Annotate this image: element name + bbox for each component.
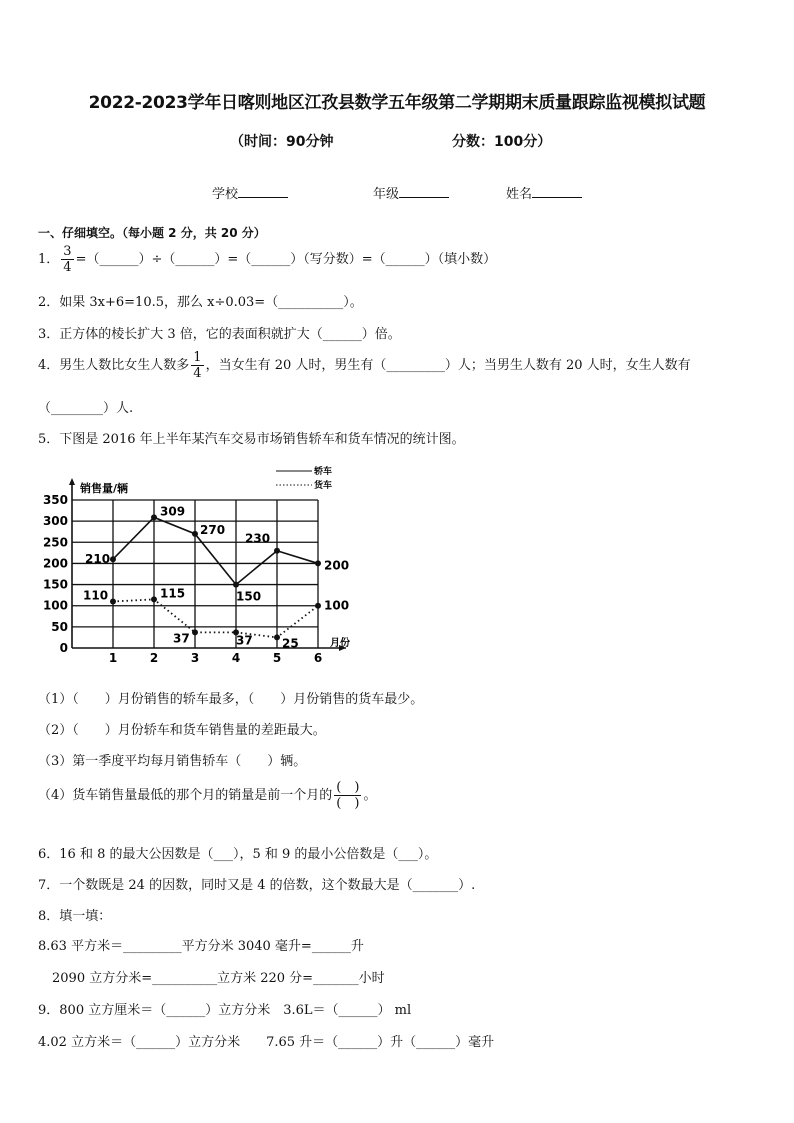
data-point-car	[233, 582, 239, 588]
question-4: 4．男生人数比女生人数多 $\frac{1}{4}$ ，当女生有 20 人时，男生有（_________）人；当男生人数有 20 人时，女生人数有	[38, 350, 691, 381]
question-4-line2: （________）人.	[38, 401, 134, 416]
fraction: $\frac{3}{4}$	[63, 244, 72, 275]
grade-label: 年级	[373, 187, 400, 202]
data-label-truck: 37	[173, 631, 190, 646]
question-1: 1． $\frac{3}{4}$ =（______）÷（______）=（______）（写分数）=（______）（填小数）	[38, 244, 497, 275]
data-point-car	[274, 548, 280, 554]
data-point-truck	[110, 598, 116, 604]
grade-field[interactable]	[373, 183, 449, 202]
y-tick-label: 50	[51, 619, 68, 634]
data-label-car: 270	[200, 522, 226, 537]
question-5-1: （1）（ ）月份销售的轿车最多，（ ）月份销售的货车最少。	[38, 692, 424, 707]
exam-score: 分数：100分）	[452, 134, 552, 150]
x-tick-label: 4	[231, 651, 241, 665]
name-label: 姓名	[506, 187, 533, 202]
data-point-car	[110, 556, 116, 562]
y-tick-label: 250	[42, 535, 68, 550]
page-title: 2022-2023学年日喀则地区江孜县数学五年级第二学期期末质量跟踪监视模拟试题	[88, 93, 706, 113]
data-label-car: 230	[245, 531, 271, 546]
name-field[interactable]	[506, 183, 582, 202]
question-8-b: 2090 立方分米=__________立方米 220 分=_______小时	[52, 971, 385, 986]
y-axis-title: 销售量/辆	[80, 482, 129, 495]
x-tick-label: 5	[272, 651, 282, 665]
question-5-4: （4）货车销售量最低的那个月的销量是前一个月的 $\frac{( )}{( )}$ 。	[38, 780, 377, 811]
question-7: 7．一个数既是 24 的因数，同时又是 4 的倍数，这个数最大是（_______）.	[38, 878, 476, 893]
question-5-2: （2）（ ）月份轿车和货车销售量的差距最大。	[38, 723, 326, 738]
data-point-car	[192, 531, 198, 537]
y-tick-label: 100	[42, 598, 68, 613]
y-tick-label: 0	[59, 641, 68, 655]
data-point-truck	[315, 603, 321, 609]
data-label-car: 210	[85, 552, 111, 567]
fraction: $\frac{1}{4}$	[193, 350, 202, 381]
y-tick-label: 200	[42, 556, 68, 571]
data-point-car	[151, 514, 157, 520]
data-label-car: 150	[236, 589, 262, 604]
x-tick-label: 1	[108, 651, 118, 665]
question-6: 6．16 和 8 的最大公因数是（___），5 和 9 的最小公倍数是（___）。	[38, 847, 438, 862]
question-9-a: 9．800 立方厘米＝（______）立方分米 3.6L＝（______） ml	[38, 1003, 412, 1018]
question-2: 2．如果 3x+6=10.5，那么 x÷0.03=（__________）。	[38, 295, 363, 310]
question-5-3: （3）第一季度平均每月销售轿车（ ）辆。	[38, 754, 307, 769]
sales-line-chart	[30, 460, 370, 670]
question-5: 5．下图是 2016 年上半年某汽车交易市场销售轿车和货车情况的统计图。	[38, 432, 465, 447]
data-label-car: 309	[160, 504, 186, 519]
x-tick-label: 2	[149, 651, 159, 665]
question-3: 3．正方体的棱长扩大 3 倍，它的表面积就扩大（______）倍。	[38, 327, 401, 342]
x-axis-title: 月份	[330, 638, 350, 649]
school-field[interactable]	[212, 183, 288, 202]
data-label-car: 200	[324, 558, 350, 573]
question-9-b: 4.02 立方米＝（______）立方分米 7.65 升＝（______）升（______）毫升	[38, 1035, 495, 1050]
data-label-truck: 25	[282, 636, 299, 651]
data-label-truck: 110	[83, 588, 109, 603]
y-tick-label: 300	[42, 514, 68, 529]
legend-label-truck: 货车	[314, 481, 333, 491]
legend-label-car: 轿车	[314, 467, 333, 477]
data-point-truck	[192, 629, 198, 635]
exam-time: （时间：90分钟	[230, 134, 334, 150]
x-tick-label: 6	[313, 651, 323, 665]
data-point-car	[315, 560, 321, 566]
section-heading: 一、仔细填空。（每小题 2 分，共 20 分）	[38, 226, 266, 240]
data-label-truck: 100	[324, 598, 350, 613]
data-point-truck	[151, 596, 157, 602]
data-label-truck: 115	[160, 586, 186, 601]
question-8: 8．填一填：	[38, 909, 112, 924]
question-8-a: 8.63 平方米＝_________平方分米 3040 毫升=______升	[38, 939, 364, 954]
y-tick-label: 350	[42, 493, 68, 507]
fraction: $\frac{( )}{( )}$	[336, 780, 360, 811]
y-axis-arrow	[69, 478, 75, 485]
data-label-truck: 37	[236, 633, 253, 648]
y-tick-label: 150	[42, 577, 68, 592]
school-label: 学校	[212, 187, 239, 202]
x-tick-label: 3	[190, 651, 200, 665]
data-point-truck	[274, 634, 280, 640]
